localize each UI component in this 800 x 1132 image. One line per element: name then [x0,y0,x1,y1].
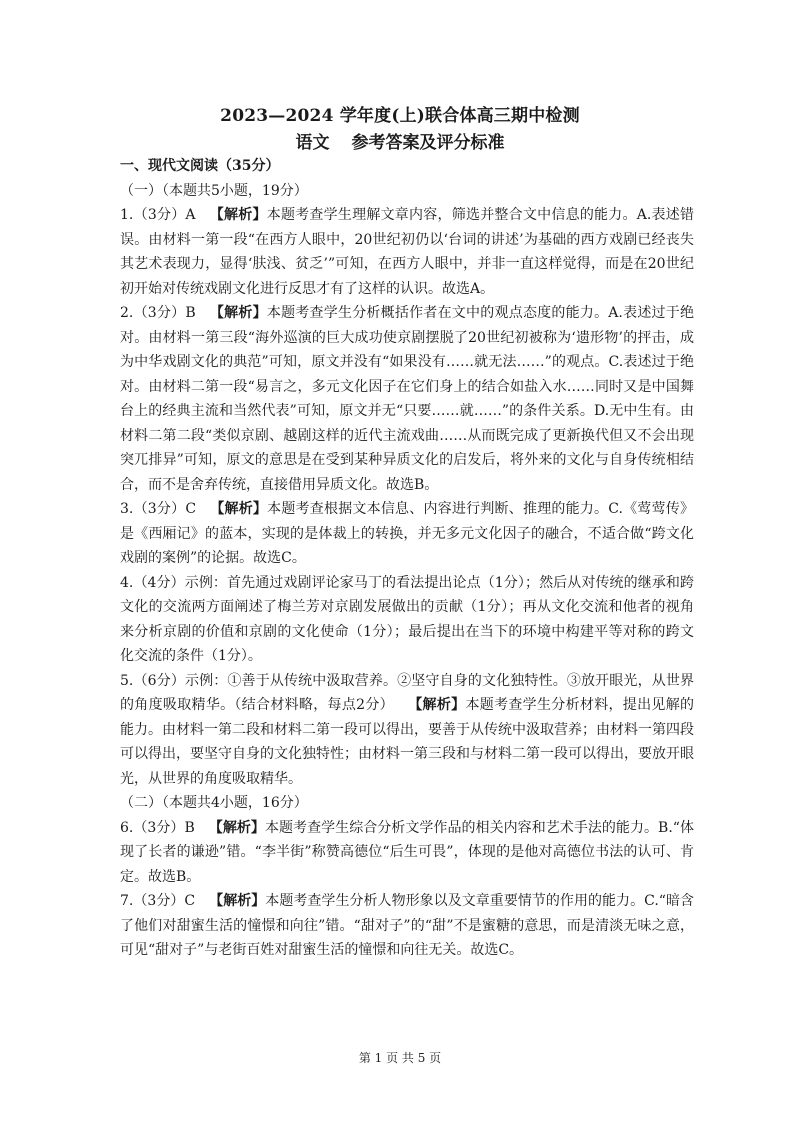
answer-head: 4.（4分） [120,574,185,591]
analysis-tag: 【解析】 [209,305,267,321]
answer-item-4 [120,571,694,669]
answer-content [120,154,694,963]
subsection-heading: （二）（本题共4小题，16分） [120,795,308,811]
answer-text: 示例：首先通过戏剧评论家马丁的看法提出论点（1分）；然后从对传统的继承和跨文化的交流两方面阐述了梅兰芳对京剧发展做出的贡献（1分）；再从文化交流和他者的视角来分析京剧的价值和京剧的文化使命（1分）；最后提出在当下的环境中构建平等对称的跨文化交流的条件（1分）。 [120,574,695,664]
answer-head: 7.（3分）C [120,893,196,909]
answer-text: 本题考查学生综合分析文学作品的相关内容和艺术手法的能力。B.“体现了长者的谦逊”错。“李半街”称赞高德位“后生可畏”，体现的是他对高德位书法的认可、肯定。故选B。 [120,819,694,885]
answer-item-6 [120,816,694,890]
answer-item-2 [120,301,694,497]
answer-head: 6.（3分）B [120,819,195,836]
answer-item-5 [120,669,694,792]
answer-text-analysis: 本题考查学生分析材料，提出见解的能力。由材料一第二段和材料二第一段可以得出，要善于从传统中汲取营养；由材料一第四段可以得出，要坚守自身的文化独特性；由材料一第三段和与材料二第一段可以得出，要放开眼光，从世界的角度吸取精华。 [120,697,695,787]
answer-item-1 [120,203,694,301]
analysis-tag: 【解析】 [208,819,265,836]
subsection-heading: （一）（本题共5小题，19分） [120,182,308,199]
answer-text: 本题考查根据文本信息、内容进行判断、推理的能力。C.《莺莺传》是《西厢记》的蓝本，实现的是体裁上的转换，并无多元文化因子的融合，不适合做“跨文化戏剧的案例”的论据。故选C。 [120,501,694,566]
answer-text: 本题考查学生理解文章内容，筛选并整合文中信息的能力。A.表述错误。由材料一第一段“在西方人眼中，20世纪初仍以‘台词的讲述’为基础的西方戏剧已经丧失其艺术表现力，显得‘肤浅、贫乏’”可知，在西方人眼中，并非一直这样觉得，而是在20世纪初开始对传统戏剧文化进行反思才有了这样的认识。故选A。 [120,207,695,297]
analysis-tag: 【解析】 [407,697,466,713]
analysis-tag: 【解析】 [210,501,268,517]
analysis-tag: 【解析】 [209,893,266,909]
answer-head: 1.（3分）A [120,207,196,223]
answer-text: 本题考查学生分析概括作者在文中的观点态度的能力。A.表述过于绝对。由材料一第三段“海外巡演的巨大成功使京剧摆脱了20世纪初被称为‘遗形物’的抨击，成为中华戏剧文化的典范”可知，原文并没有“如果没有……就无法……”的观点。C.表述过于绝对。由材料二第一段“易言之，多元文化因子在它们身上的结合如盐入水……同时又是中国舞台上的经典主流和当然代表”可知，原文并无“只要……就……”的条件关系。D.无中生有。由材料二第二段“类似京剧、越剧这样的近代主流戏曲……从而既完成了更新换代但又不会出现突兀排异”可知，原文的意思是在受到某种异质文化的启发后，将外来的文化与自身传统相结合，而不是舍弃传统，直接借用异质文化。故选B。 [120,305,695,493]
document-title: 2023—2024 学年度(上)联合体高三期中检测 [220,106,580,126]
document-subtitle: 参考答案及评分标准 [351,133,505,153]
answer-text: 示例：①善于从传统中汲取营养。②坚守自身的文化独特性。③放开眼光，从世界的角度吸取精华。（结合材料略，每点2分） [120,672,694,713]
section-heading: 一、现代文阅读（35分） [120,158,280,174]
answer-item-7 [120,889,694,963]
document-subtitle-line [0,130,800,156]
answer-head: 3.（3分）C [120,501,197,517]
subject-label: 语文 [295,133,330,153]
page-footer: 第 1 页 共 5 页 [358,1051,442,1065]
answer-item-3 [120,497,694,571]
title-block [0,104,800,156]
answer-head: 2.（3分）B [120,305,196,321]
analysis-tag: 【解析】 [209,207,267,223]
answer-head: 5.（6分） [120,672,185,689]
answer-text: 本题考查学生分析人物形象以及文章重要情节的作用的能力。C.“暗含了他们对甜蜜生活的憧憬和向往”错。“甜对子”的“甜”不是蜜糖的意思，而是清淡无味之意，可见“甜对子”与老街百姓对甜蜜生活的憧憬和向往无关。故选C。 [120,893,694,958]
